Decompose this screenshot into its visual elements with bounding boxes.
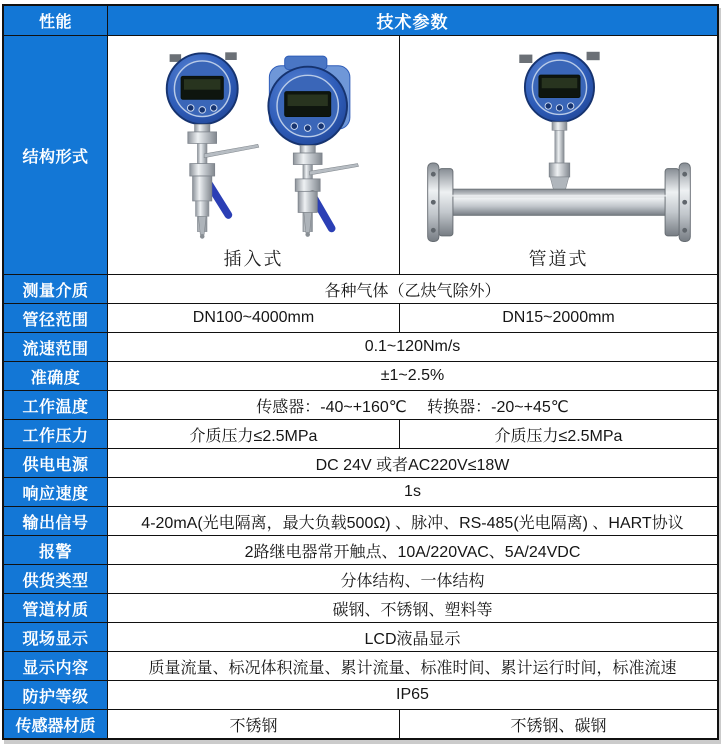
row-label: 供电电源 — [4, 449, 108, 477]
row-structure — [4, 35, 717, 274]
row-label: 输出信号 — [4, 507, 108, 535]
pipeline-type-cell — [400, 36, 717, 274]
row-supply-type — [4, 564, 717, 593]
row-sensor-material — [4, 709, 717, 738]
pipeline-meter-image — [409, 40, 709, 243]
row-label: 结构形式 — [4, 36, 108, 274]
row-value: 各种气体（乙炔气除外） — [324, 282, 501, 300]
row-value-right: DN15~2000mm — [502, 309, 615, 326]
row-value: 碳钢、不锈钢、塑料等 — [332, 601, 493, 619]
row-value-left: DN100~4000mm — [108, 304, 400, 332]
row-value: 质量流量、标况体积流量、累计流量、标准时间、累计运行时间，标准流速 — [148, 659, 677, 677]
row-label: 现场显示 — [4, 623, 108, 651]
row-pipe-material — [4, 593, 717, 622]
pipeline-type-caption: 管道式 — [528, 249, 589, 269]
row-protection-grade — [4, 680, 717, 709]
row-value: 1s — [404, 483, 421, 500]
row-velocity-range — [4, 332, 717, 361]
row-value-right: 介质压力≤2.5MPa — [494, 427, 623, 445]
row-accuracy — [4, 361, 717, 390]
row-label: 管径范围 — [4, 304, 108, 332]
row-label: 工作压力 — [4, 420, 108, 448]
row-label: 管道材质 — [4, 594, 108, 622]
row-value: IP65 — [396, 686, 429, 703]
row-working-temperature — [4, 390, 717, 419]
row-value: DC 24V 或者AC220V≤18W — [315, 456, 510, 474]
insertion-meter-image — [114, 40, 394, 243]
insertion-type-cell — [108, 36, 400, 274]
row-field-display — [4, 622, 717, 651]
row-alarm — [4, 535, 717, 564]
row-value: 2路继电器常开触点、10A/220VAC、5A/24VDC — [244, 543, 581, 561]
row-label: 测量介质 — [4, 275, 108, 303]
row-measuring-medium — [4, 274, 717, 303]
row-value: LCD液晶显示 — [364, 630, 461, 648]
header-technical-parameters: 技术参数 — [108, 6, 717, 35]
row-label: 防护等级 — [4, 681, 108, 709]
row-pipe-diameter-range — [4, 303, 717, 332]
row-output-signal — [4, 506, 717, 535]
row-value: ±1~2.5% — [380, 367, 445, 384]
row-value-right: 不锈钢、碳钢 — [510, 717, 607, 735]
header-performance: 性能 — [4, 6, 108, 35]
row-label: 工作温度 — [4, 391, 108, 419]
row-display-content — [4, 651, 717, 680]
row-value: 0.1~120Nm/s — [364, 338, 461, 355]
spec-table — [2, 4, 719, 740]
row-label: 响应速度 — [4, 478, 108, 506]
row-label: 准确度 — [4, 362, 108, 390]
insertion-type-caption: 插入式 — [223, 249, 284, 269]
row-power-supply — [4, 448, 717, 477]
row-value-left: 介质压力≤2.5MPa — [108, 420, 400, 448]
row-value: 分体结构、一体结构 — [340, 572, 485, 590]
row-working-pressure — [4, 419, 717, 448]
row-label: 供货类型 — [4, 565, 108, 593]
row-value-left: 不锈钢 — [108, 710, 400, 738]
row-label: 流速范围 — [4, 333, 108, 361]
row-value: 传感器：-40~+160℃ 转换器：-20~+45℃ — [256, 398, 569, 416]
header-row — [4, 6, 717, 35]
row-label: 显示内容 — [4, 652, 108, 680]
row-label: 传感器材质 — [4, 710, 108, 738]
row-response-speed — [4, 477, 717, 506]
row-value: 4-20mA(光电隔离，最大负载500Ω) 、脉冲、RS-485(光电隔离) 、HART协议 — [141, 514, 684, 532]
row-label: 报警 — [4, 536, 108, 564]
